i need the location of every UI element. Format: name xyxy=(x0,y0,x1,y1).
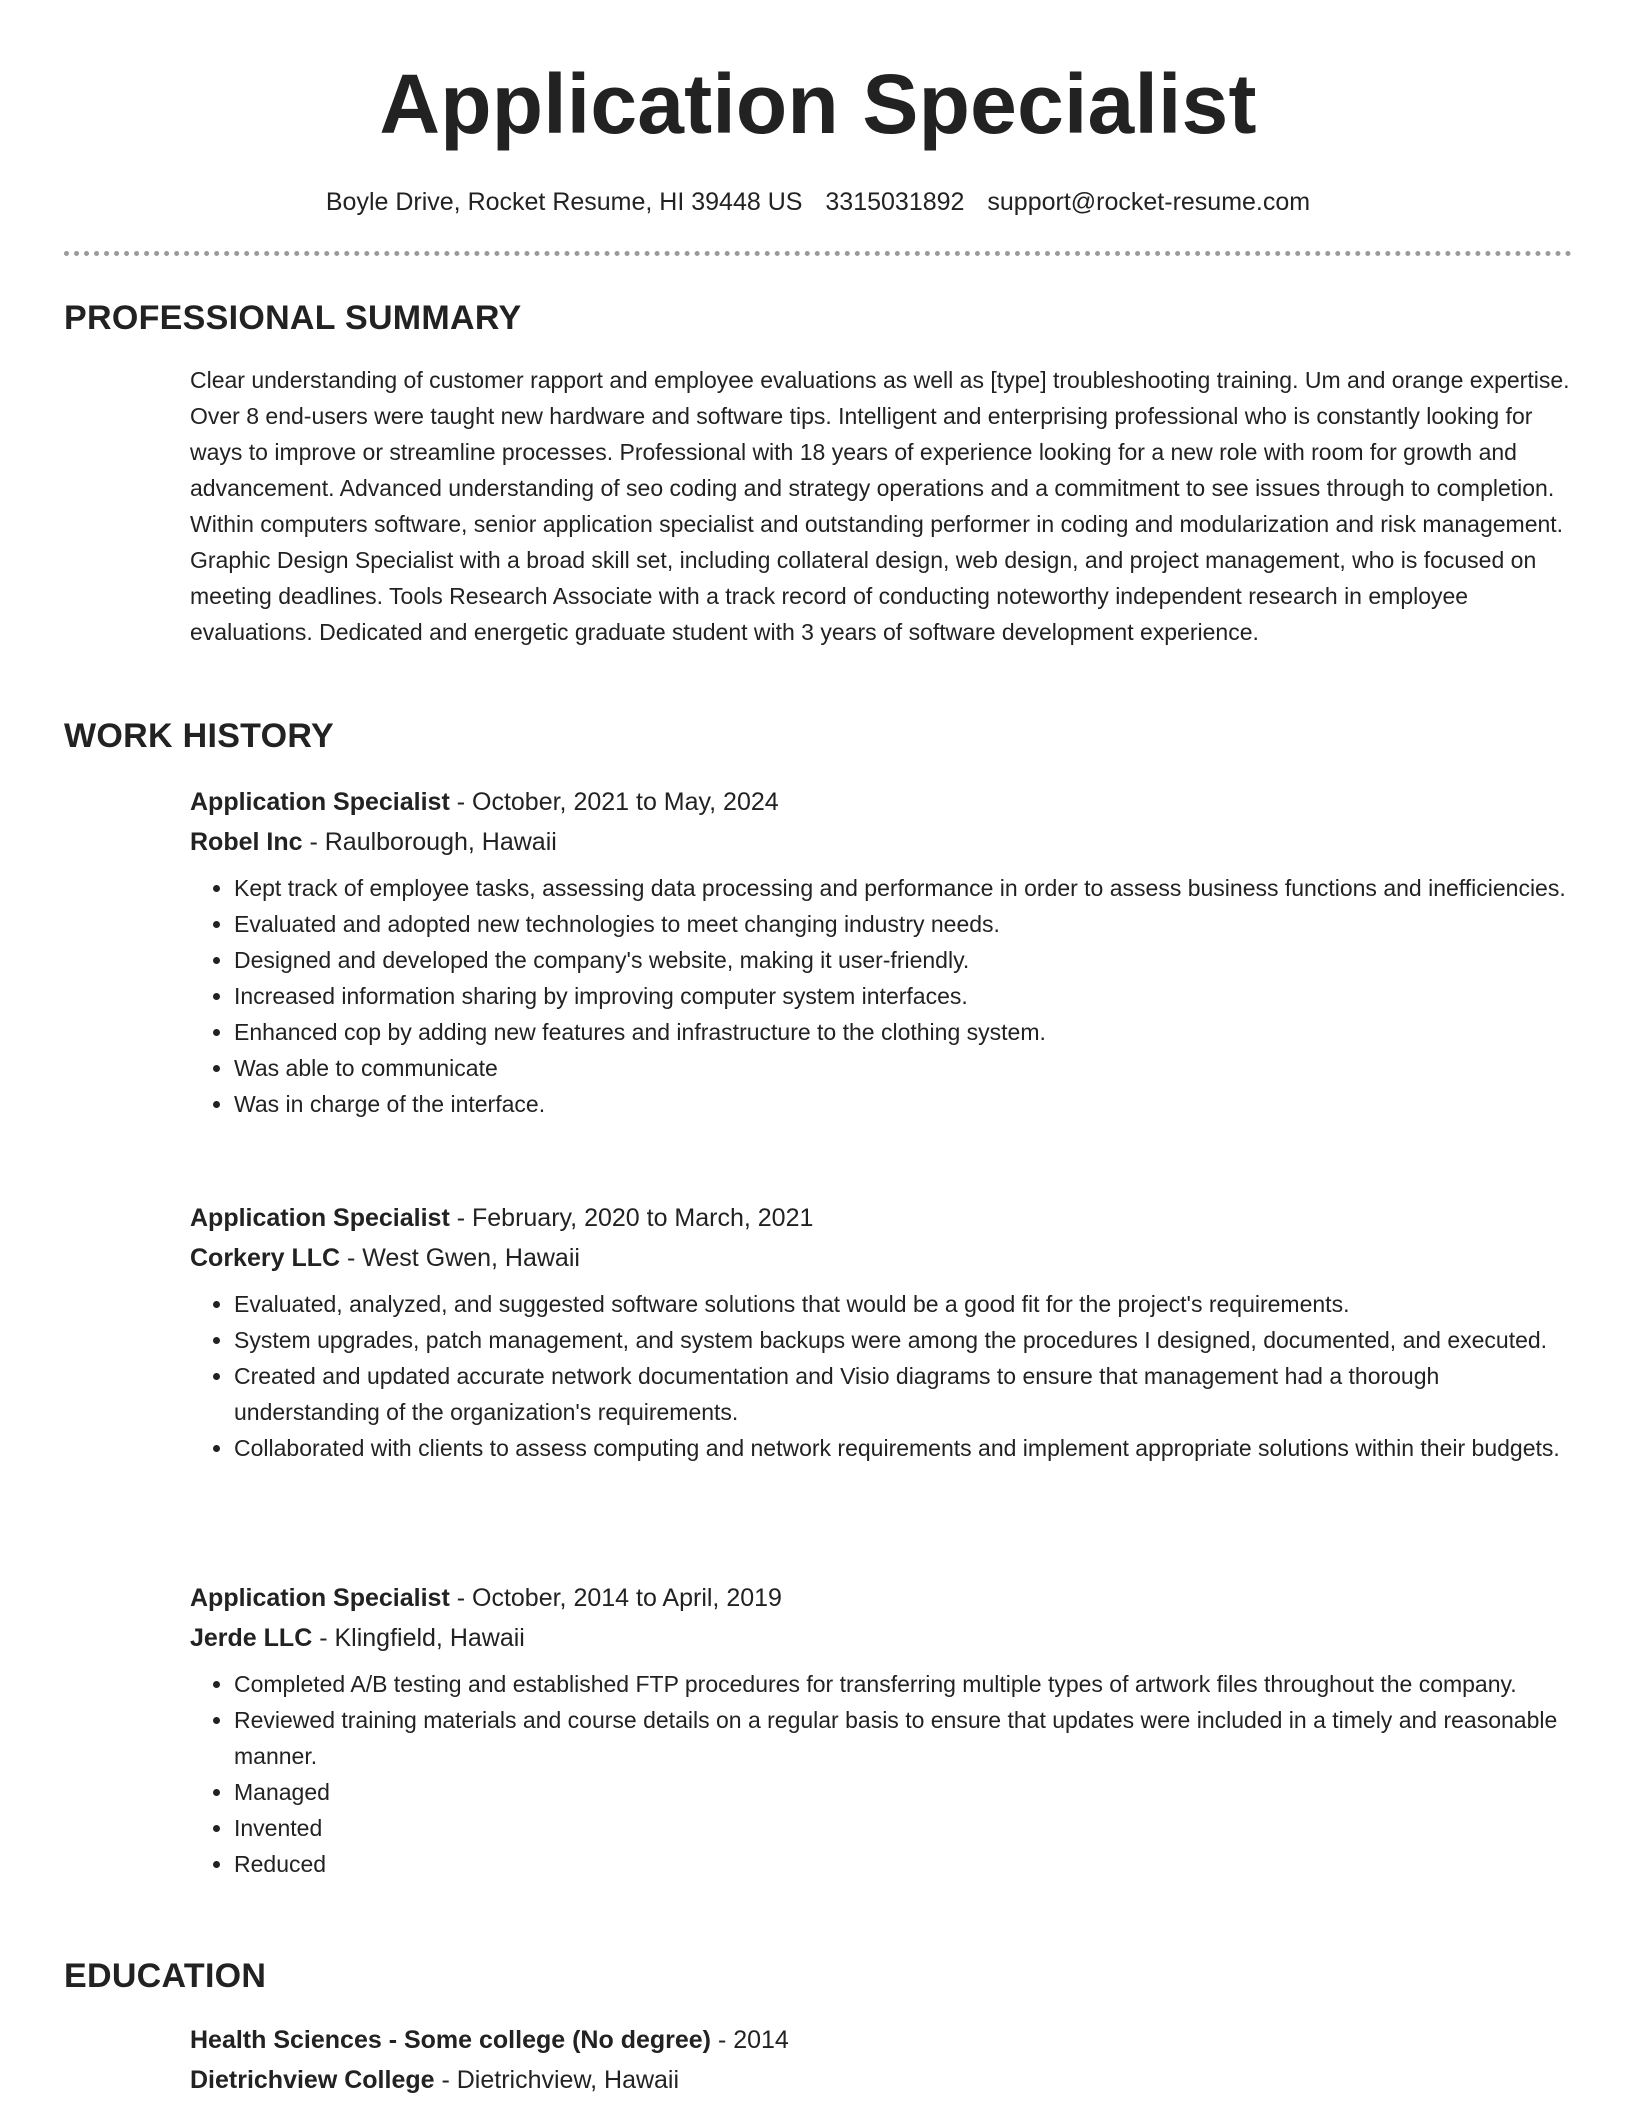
summary-heading: PROFESSIONAL SUMMARY xyxy=(64,299,522,337)
job-location: - Klingfield, Hawaii xyxy=(312,1624,525,1652)
job-role: Application Specialist xyxy=(190,1584,450,1612)
job-company-line xyxy=(190,822,1570,862)
job-bullet: • Increased information sharing by improving computer system interfaces. xyxy=(234,978,1570,1014)
job-bullet: • Enhanced cop by adding new features and infrastructure to the clothing system. xyxy=(234,1014,1570,1050)
education-year: - 2014 xyxy=(711,2026,789,2054)
job-bullet: • Was in charge of the interface. xyxy=(234,1086,1570,1122)
job-company-line xyxy=(190,1238,1570,1278)
job-dates: - October, 2014 to April, 2019 xyxy=(449,1584,782,1612)
job-bullets xyxy=(190,870,1570,1122)
job-bullet: • Was able to communicate xyxy=(234,1050,1570,1086)
job-bullets xyxy=(190,1666,1570,1882)
education-degree: Health Sciences - Some college (No degree) xyxy=(190,2026,711,2054)
contact-address: Boyle Drive, Rocket Resume, HI 39448 US xyxy=(325,188,803,216)
job-bullet: • System upgrades, patch management, and system backups were among the procedures I designed, documented, and executed. xyxy=(234,1322,1570,1358)
job-role: Application Specialist xyxy=(190,788,450,816)
job-bullet: • Evaluated and adopted new technologies to meet changing industry needs. xyxy=(234,906,1570,942)
job-bullet: • Invented xyxy=(234,1810,1570,1846)
education-school: Dietrichview College xyxy=(190,2066,435,2094)
job-title-line xyxy=(190,782,1570,822)
work-history-heading: WORK HISTORY xyxy=(64,717,334,755)
job-company: Robel Inc xyxy=(190,828,303,856)
education-degree-line xyxy=(190,2020,1570,2060)
job-entry xyxy=(190,782,1570,1122)
job-role: Application Specialist xyxy=(190,1204,450,1232)
education-school-line xyxy=(190,2060,1570,2100)
job-location: - Raulborough, Hawaii xyxy=(302,828,557,856)
job-entry xyxy=(190,1578,1570,1882)
education-entry xyxy=(190,2020,1570,2100)
job-location: - West Gwen, Hawaii xyxy=(340,1244,580,1272)
job-company: Corkery LLC xyxy=(190,1244,341,1272)
job-entry xyxy=(190,1198,1570,1466)
job-bullet: • Reduced xyxy=(234,1846,1570,1882)
job-bullet: • Collaborated with clients to assess computing and network requirements and implement appropriate solutions within their budgets. xyxy=(234,1430,1570,1466)
job-company: Jerde LLC xyxy=(190,1624,313,1652)
job-bullet: • Created and updated accurate network documentation and Visio diagrams to ensure that management had a thorough understanding of the organization's requirements. xyxy=(234,1358,1570,1430)
summary-section xyxy=(190,362,1570,650)
job-bullet: • Reviewed training materials and course details on a regular basis to ensure that updates were included in a timely and reasonable manner. xyxy=(234,1702,1570,1774)
resume-header xyxy=(64,52,1572,220)
job-title-line xyxy=(190,1578,1570,1618)
job-bullet: • Managed xyxy=(234,1774,1570,1810)
job-bullets xyxy=(190,1286,1570,1466)
job-bullet: • Completed A/B testing and established FTP procedures for transferring multiple types of artwork files throughout the company. xyxy=(234,1666,1570,1702)
job-title-line xyxy=(190,1198,1570,1238)
job-bullet: • Evaluated, analyzed, and suggested software solutions that would be a good fit for the project's requirements. xyxy=(234,1286,1570,1322)
job-bullet: • Kept track of employee tasks, assessing data processing and performance in order to assess business functions and inefficiencies. xyxy=(234,870,1570,906)
header-divider xyxy=(64,251,1572,256)
candidate-name: Application Specialist xyxy=(379,57,1257,151)
contact-phone: 3315031892 xyxy=(825,188,965,216)
job-bullet: • Designed and developed the company's website, making it user-friendly. xyxy=(234,942,1570,978)
education-heading: EDUCATION xyxy=(64,1957,267,1995)
education-location: - Dietrichview, Hawaii xyxy=(434,2066,680,2094)
job-dates: - February, 2020 to March, 2021 xyxy=(449,1204,814,1232)
summary-text: Clear understanding of customer rapport and employee evaluations as well as [type] troubleshooting training. Um and orange expertise. Over 8 end-users were taught new hardware and software tips. Intelligent and enterprising professional who is constantly looking for ways to improve or streamline processes. Professional with 18 years of experience looking for a new role with room for growth and advancement. Advanced understanding of seo coding and strategy operations and a commitment to see issues through to completion. Within computers software, senior application specialist and outstanding performer in coding and modularization and risk management. Graphic Design Specialist with a broad skill set, including collateral design, web design, and project management, who is focused on meeting deadlines. Tools Research Associate with a track record of conducting noteworthy independent research in employee evaluations. Dedicated and energetic graduate student with 3 years of software development experience. xyxy=(190,367,1570,645)
contact-email: support@rocket-resume.com xyxy=(987,188,1311,216)
job-dates: - October, 2021 to May, 2024 xyxy=(449,788,779,816)
contact-line xyxy=(64,184,1572,220)
job-company-line xyxy=(190,1618,1570,1658)
